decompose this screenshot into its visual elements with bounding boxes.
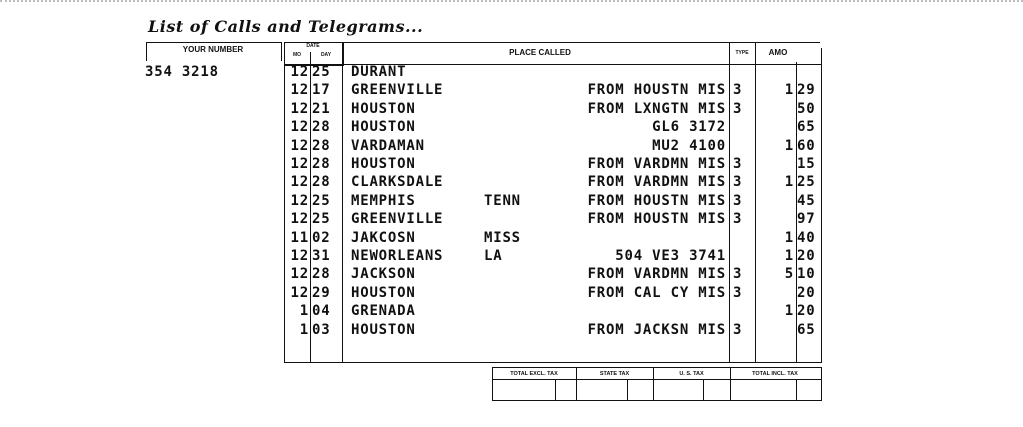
cell-place: NEWORLEANS — [351, 248, 444, 264]
cell-state — [484, 210, 540, 228]
cell-place: GREENVILLE — [351, 82, 444, 99]
cell-type: 3 — [733, 174, 743, 191]
cell-day: 25 — [312, 64, 331, 80]
tax-sub-3 — [703, 379, 704, 400]
cell-month: 12 — [290, 284, 309, 301]
cell-place: VARDAMAN — [351, 137, 425, 154]
cell-state — [484, 63, 540, 81]
cell-day: 17 — [312, 82, 331, 99]
cell-detail: FROM VARDMN MIS — [587, 266, 726, 283]
cell-amount-dollars: 1 — [784, 82, 794, 99]
cell-type: 3 — [733, 321, 743, 338]
cell-state — [484, 284, 540, 302]
cell-detail: FROM LXNGTN MIS — [587, 100, 726, 117]
cell-amount-cents: 20 — [797, 248, 816, 264]
cell-amount-dollars: 5 — [784, 266, 794, 283]
cell-amount-dollars — [758, 210, 794, 228]
cell-amount-cents: 29 — [797, 82, 816, 99]
cell-state: LA — [484, 248, 503, 264]
mo-header: MO — [292, 52, 302, 58]
cell-type: 3 — [733, 266, 743, 283]
cell-month: 12 — [290, 64, 309, 80]
cell-day: 04 — [312, 303, 331, 320]
cell-detail: 504 VE3 3741 — [615, 248, 726, 264]
cell-amount-dollars: 1 — [784, 303, 794, 320]
cell-amount-cents: 25 — [797, 174, 816, 191]
tax-total-incl-header: TOTAL INCL. TAX — [752, 371, 798, 377]
cell-month: 12 — [290, 174, 309, 191]
cell-month: 12 — [290, 119, 309, 136]
grid-type-amount-line — [755, 42, 756, 362]
cell-type: 3 — [733, 100, 743, 117]
date-header: DATE — [306, 43, 320, 49]
tax-sub-1 — [555, 379, 556, 400]
cell-place: GREENVILLE — [351, 211, 444, 228]
cell-type — [733, 229, 751, 247]
cell-place: HOUSTON — [351, 119, 416, 136]
cell-amount-dollars — [758, 321, 794, 339]
cell-amount-cents: 65 — [797, 321, 816, 338]
cell-place: GRENADA — [351, 303, 416, 320]
cell-state — [484, 302, 540, 320]
tax-sub-4 — [796, 379, 797, 400]
cell-month: 1 — [299, 303, 309, 320]
cell-amount-dollars — [758, 192, 794, 210]
cell-state: TENN — [484, 192, 521, 209]
cell-detail: FROM HOUSTN MIS — [587, 211, 726, 228]
cell-day: 03 — [312, 321, 331, 338]
cell-month: 12 — [290, 100, 309, 117]
cell-detail: FROM HOUSTN MIS — [587, 192, 726, 209]
cell-detail: FROM VARDMN MIS — [587, 156, 726, 172]
cell-type: 3 — [733, 192, 743, 209]
cell-amount-dollars — [758, 284, 794, 302]
page-title: List of Calls and Telegrams... — [148, 17, 424, 36]
cell-state — [484, 81, 540, 99]
cell-type — [733, 137, 751, 155]
cell-place: HOUSTON — [351, 100, 416, 117]
cell-amount-dollars — [758, 100, 794, 118]
cell-detail — [540, 302, 726, 320]
cell-month: 12 — [290, 266, 309, 283]
cell-place: DURANT — [351, 64, 407, 80]
cell-amount-dollars: 1 — [784, 174, 794, 191]
grid-right-line — [821, 48, 822, 362]
cell-detail: FROM VARDMN MIS — [587, 174, 726, 191]
cell-detail: GL6 3172 — [652, 119, 726, 136]
cell-amount-cents: 97 — [797, 211, 816, 228]
cell-amount-dollars — [758, 63, 794, 81]
cell-detail: MU2 4100 — [652, 137, 726, 154]
place-called-header: PLACE CALLED — [509, 48, 571, 57]
header-top-rule — [342, 42, 820, 43]
cell-amount-dollars: 1 — [784, 137, 794, 154]
cell-state — [484, 137, 540, 155]
tax-state-header: STATE TAX — [599, 371, 630, 377]
cell-type: 3 — [733, 156, 743, 172]
tax-us-header: U. S. TAX — [679, 371, 704, 377]
cell-day: 28 — [312, 137, 331, 154]
cell-detail: FROM JACKSN MIS — [587, 321, 726, 338]
grid-left-line — [284, 42, 285, 362]
cell-amount-cents: 20 — [797, 284, 816, 301]
cell-type: 3 — [733, 82, 743, 99]
dotted-border — [0, 0, 1023, 2]
cell-amount-dollars: 1 — [784, 248, 794, 264]
cell-day: 28 — [312, 119, 331, 136]
cell-month: 12 — [290, 211, 309, 228]
amount-header: AMO — [768, 48, 788, 57]
cell-state — [484, 100, 540, 118]
cell-place: JAKCOSN — [351, 229, 416, 246]
cell-type — [733, 247, 751, 265]
cell-place: HOUSTON — [351, 156, 416, 172]
cell-day: 25 — [312, 211, 331, 228]
tax-sub-2 — [627, 379, 628, 400]
cell-day: 28 — [312, 156, 331, 172]
cell-detail: FROM CAL CY MIS — [587, 284, 726, 301]
cell-detail: FROM HOUSTN MIS — [587, 82, 726, 99]
cell-place: HOUSTON — [351, 321, 416, 338]
cell-detail — [540, 229, 726, 247]
grid-date-place-line — [342, 42, 343, 362]
cell-month: 12 — [290, 82, 309, 99]
grid-mo-day-line — [310, 52, 311, 362]
cell-month: 12 — [290, 156, 309, 172]
cell-day: 28 — [312, 174, 331, 191]
cell-amount-cents — [797, 63, 821, 81]
tax-total-excl-header: TOTAL EXCL. TAX — [510, 371, 558, 377]
cell-amount-cents: 10 — [797, 266, 816, 283]
cell-day: 29 — [312, 284, 331, 301]
cell-month: 12 — [290, 137, 309, 154]
day-header: DAY — [320, 52, 332, 58]
tax-header-rule — [492, 379, 822, 380]
cell-type: 3 — [733, 211, 743, 228]
cell-day: 28 — [312, 266, 331, 283]
cell-place: CLARKSDALE — [351, 174, 444, 191]
cell-day: 31 — [312, 248, 331, 264]
cell-state: MISS — [484, 229, 521, 246]
cell-type — [733, 302, 751, 320]
your-number-value: 354 3218 — [145, 64, 219, 80]
grid-place-type-line — [729, 42, 730, 362]
cell-type — [733, 63, 751, 81]
cell-amount-cents: 45 — [797, 192, 816, 209]
cell-detail — [540, 63, 726, 81]
cell-day: 25 — [312, 192, 331, 209]
cell-place: MEMPHIS — [351, 192, 416, 209]
cell-amount-cents: 65 — [797, 119, 816, 136]
cell-state — [484, 265, 540, 283]
cell-amount-cents: 40 — [797, 229, 816, 246]
cell-state — [484, 118, 540, 136]
type-header: TYPE — [735, 50, 749, 56]
cell-state — [484, 173, 540, 191]
cell-type: 3 — [733, 284, 743, 301]
cell-place: JACKSON — [351, 266, 416, 283]
cell-month: 12 — [290, 248, 309, 264]
your-number-header: YOUR NUMBER — [182, 45, 244, 54]
cell-amount-cents: 60 — [797, 137, 816, 154]
table-bottom-rule — [284, 362, 822, 363]
cell-day: 21 — [312, 100, 331, 117]
cell-amount-dollars — [758, 155, 794, 173]
cell-amount-dollars: 1 — [784, 229, 794, 246]
cell-amount-dollars — [758, 118, 794, 136]
cell-place: HOUSTON — [351, 284, 416, 301]
cell-state — [484, 155, 540, 173]
cell-amount-cents: 15 — [797, 156, 816, 172]
cell-state — [484, 321, 540, 339]
cell-day: 02 — [312, 229, 331, 246]
cell-month: 12 — [290, 192, 309, 209]
cell-month: 11 — [290, 229, 309, 246]
cell-type — [733, 118, 751, 136]
cell-amount-cents: 20 — [797, 303, 816, 320]
cell-month: 1 — [299, 321, 309, 338]
cell-amount-cents: 50 — [797, 100, 816, 117]
